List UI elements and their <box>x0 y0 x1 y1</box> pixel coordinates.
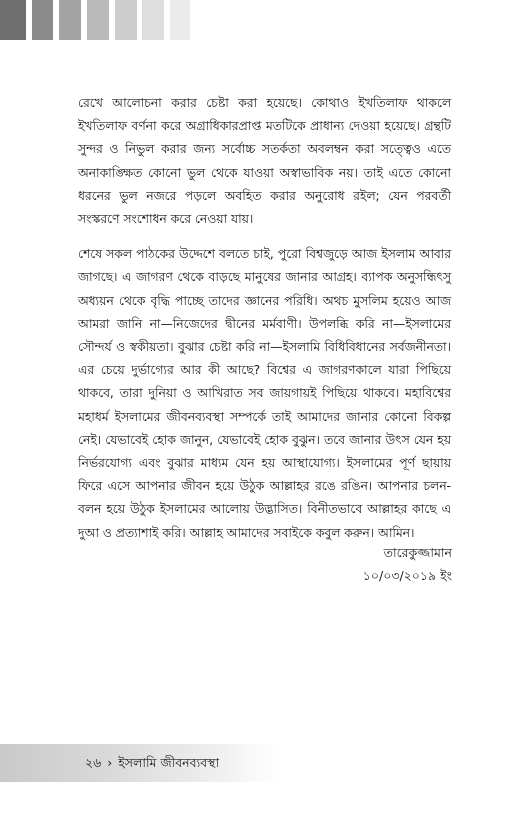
paragraph: শেষে সকল পাঠকের উদ্দেশে বলতে চাই, পুরো বিশ্বজুড়ে আজ ইসলাম আবার জাগছে। এ জাগরণ থেকে বাড়ছে মানুষের জানার আগ্রহ। ব্যাপক অনুসন্ধিৎসু অধ্যয়ন থেকে বৃদ্ধি পাচ্ছে তাদের জ্ঞানের পরিধি। অথচ মুসলিম হয়েও আজ আমরা জানি না—নিজেদের দ্বীনের মর্মবাণী। উপলব্ধি করি না—ইসলামের সৌন্দর্য ও স্বকীয়তা। বুঝার চেষ্টা করি না—ইসলামি বিধিবিধানের সর্বজনীনতা। এর চেয়ে দুর্ভাগ্যের আর কী আছে? বিশ্বের এ জাগরণকালে যারা পিছিয়ে থাকবে, তারা দুনিয়া ও আখিরাত সব জায়গায়ই পিছিয়ে থাকবে। মহাবিশ্বের মহাধর্ম ইসলামের জীবনব্যবস্থা সম্পর্কে তাই আমাদের জানার কোনো বিকল্প নেই। যেভাবেই হোক জানুন, যেভাবেই হোক বুঝুন। তবে জানার উৎস যেন হয় নির্ভরযোগ্য এবং বুঝার মাধ্যম যেন হয় আস্থাযোগ্য। ইসলামের পূর্ণ ছায়ায় ফিরে এসে আপনার জীবন হয়ে উঠুক আল্লাহর রঙে রঙিন। আপনার চলন-বলন হয়ে উঠুক ইসলামের আলোয় উদ্ভাসিত। বিনীতভাবে আল্লাহর কাছে এ দুআ ও প্রত্যাশাই করি। আল্লাহ আমাদের সবাইকে কবুল করুন। আমিন। <box>78 247 451 540</box>
header-decoration-bars <box>0 0 190 40</box>
author-name: তারেকুজ্জামান <box>383 545 452 560</box>
signature-block <box>252 541 452 587</box>
chevron-right-icon: › <box>107 755 113 770</box>
signature-date: ১০/০৩/২০১৯ ইং <box>362 568 452 583</box>
page-number: ২৬ <box>85 755 102 770</box>
body-text <box>78 92 451 545</box>
paragraph: রেখে আলোচনা করার চেষ্টা করা হয়েছে। কোথাও ইখতিলাফ থাকলে ইখতিলাফ বর্ণনা করে অগ্রাধিকারপ্রাপ্ত মতটিকে প্রাধান্য দেওয়া হয়েছে। গ্রন্থটি সুন্দর ও নিভুল করার জন্য সর্বোচ্চ সতর্কতা অবলম্বন করা সত্ত্বেও এতে অনাকাঙ্ক্ষিত কোনো ভুল থেকে যাওয়া অস্বাভাবিক নয়। তাই এতে কোনো ধরনের ভুল নজরে পড়লে অবহিত করার অনুরোধ রইল; যেন পরবর্তী সংস্করণে সংশোধন করে নেওয়া যায়। <box>78 96 451 227</box>
book-title: ইসলামি জীবনব্যবস্থা <box>118 755 220 770</box>
page-footer <box>85 752 219 774</box>
